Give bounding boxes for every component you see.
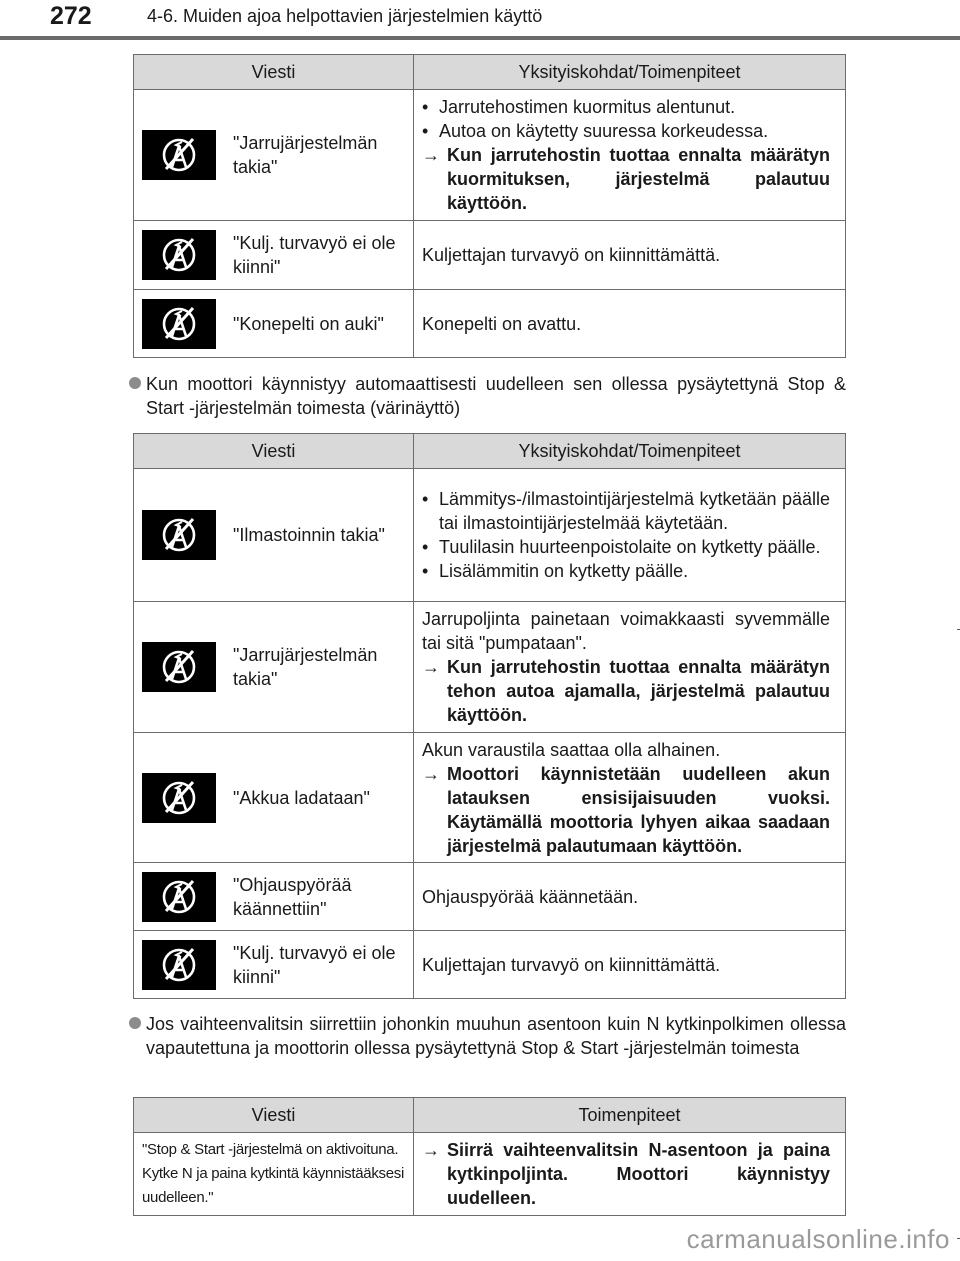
column-header-details: Yksityiskohdat/Toimenpiteet <box>414 434 846 469</box>
message-table-2 <box>133 433 846 999</box>
detail-text: Konepelti on avattu. <box>422 313 582 334</box>
detail-bullet: • Tuulilasin huurteenpoistolaite on kytketty päälle. <box>422 535 830 559</box>
detail-bullet: • Autoa on käytetty suuressa korkeudessa. <box>422 119 830 143</box>
table-row <box>134 602 846 733</box>
action-step: → Kun jarrutehostin tuottaa ennalta määrätyn tehon autoa ajamalla, järjestelmä palautuu käyttöön. <box>422 655 830 727</box>
page-header <box>0 0 960 40</box>
bullet-dot-icon <box>129 377 141 389</box>
stop-start-off-icon <box>142 773 216 823</box>
table-row <box>134 1133 846 1216</box>
stop-start-off-icon <box>142 230 216 280</box>
action-step: → Siirrä vaihteenvalitsin N-asentoon ja paina kytkinpoljinta. Moottori käynnistyy uudelleen. <box>422 1138 830 1210</box>
stop-start-off-icon <box>142 130 216 180</box>
table-row <box>134 863 846 931</box>
table-header-row <box>134 1098 846 1133</box>
table-row <box>134 221 846 290</box>
detail-text: Jarrupoljinta painetaan voimakkaasti syvemmälle tai sitä "pumpataan". <box>422 609 830 653</box>
table-row <box>134 469 846 602</box>
header-rule <box>0 36 960 40</box>
detail-text: Ohjauspyörää käännetään. <box>422 886 639 907</box>
detail-text: Akun varaustila saattaa olla alhainen. <box>422 739 721 760</box>
column-header-details: Yksityiskohdat/Toimenpiteet <box>414 55 846 90</box>
detail-bullet: • Jarrutehostimen kuormitus alentunut. <box>422 95 830 119</box>
bullet-dot-icon <box>129 1017 141 1029</box>
action-step: → Kun jarrutehostin tuottaa ennalta määrätyn kuormituksen, järjestelmä palautuu käyttöön. <box>422 143 830 215</box>
detail-text: Kuljettajan turvavyö on kiinnittämättä. <box>422 954 721 975</box>
action-step: → Moottori käynnistetään uudelleen akun latauksen ensisijaisuuden vuoksi. Käytämällä moottoria lyhyen aikaa saadaan järjestelmä palautumaan käyttöön. <box>422 762 830 858</box>
message-text: "Stop & Start -järjestelmä on aktivoituna. Kytke N ja paina kytkintä käynnistääksesi uudelleen." <box>142 1141 404 1206</box>
stop-start-off-icon <box>142 872 216 922</box>
message-table-1 <box>133 54 846 358</box>
message-text: "Ohjauspyörää käännettiin" <box>233 874 352 919</box>
column-header-message: Viesti <box>134 434 414 469</box>
detail-text: Kuljettajan turvavyö on kiinnittämättä. <box>422 245 721 265</box>
message-text: "Ilmastoinnin takia" <box>233 525 385 545</box>
stop-start-off-icon <box>142 299 216 349</box>
message-text: "Konepelti on auki" <box>233 313 384 334</box>
column-header-message: Viesti <box>134 55 414 90</box>
table-header-row <box>134 434 846 469</box>
column-header-details: Toimenpiteet <box>414 1098 846 1133</box>
page-number: 272 <box>50 2 92 30</box>
section-paragraph: Jos vaihteenvalitsin siirrettiin johonkin muuhun asentoon kuin N kytkinpolkimen ollessa vapautettuna ja moottorin ollessa pysäytettynä Stop & Start -järjestelmän toimesta <box>129 1012 846 1060</box>
section-title: 4-6. Muiden ajoa helpottavien järjestelmien käyttö <box>147 6 543 26</box>
stop-start-off-icon <box>142 642 216 692</box>
table-row <box>134 733 846 863</box>
table-header-row <box>134 55 846 90</box>
table-row <box>134 90 846 221</box>
watermark: carmanualsonline.info <box>686 1224 950 1254</box>
message-text: "Kulj. turvavyö ei ole kiinni" <box>233 233 396 277</box>
column-header-message: Viesti <box>134 1098 414 1133</box>
detail-bullet: • Lisälämmitin on kytketty päälle. <box>422 559 830 583</box>
section-paragraph: Kun moottori käynnistyy automaattisesti uudelleen sen ollessa pysäytettynä Stop & Start -järjestelmän toimesta (värinäyttö) <box>129 372 846 420</box>
stop-start-off-icon <box>142 940 216 990</box>
table-row <box>134 290 846 358</box>
table-row <box>134 931 846 999</box>
message-text: "Jarrujärjestelmän takia" <box>233 133 378 177</box>
message-text: "Jarrujärjestelmän takia" <box>233 645 378 689</box>
detail-bullet: • Lämmitys-/ilmastointijärjestelmä kytketään päälle tai ilmastointijärjestelmää käytetään. <box>422 487 830 535</box>
message-text: "Akkua ladataan" <box>233 787 370 808</box>
stop-start-off-icon <box>142 510 216 560</box>
message-text: "Kulj. turvavyö ei ole kiinni" <box>233 942 396 987</box>
message-table-3 <box>133 1097 846 1216</box>
